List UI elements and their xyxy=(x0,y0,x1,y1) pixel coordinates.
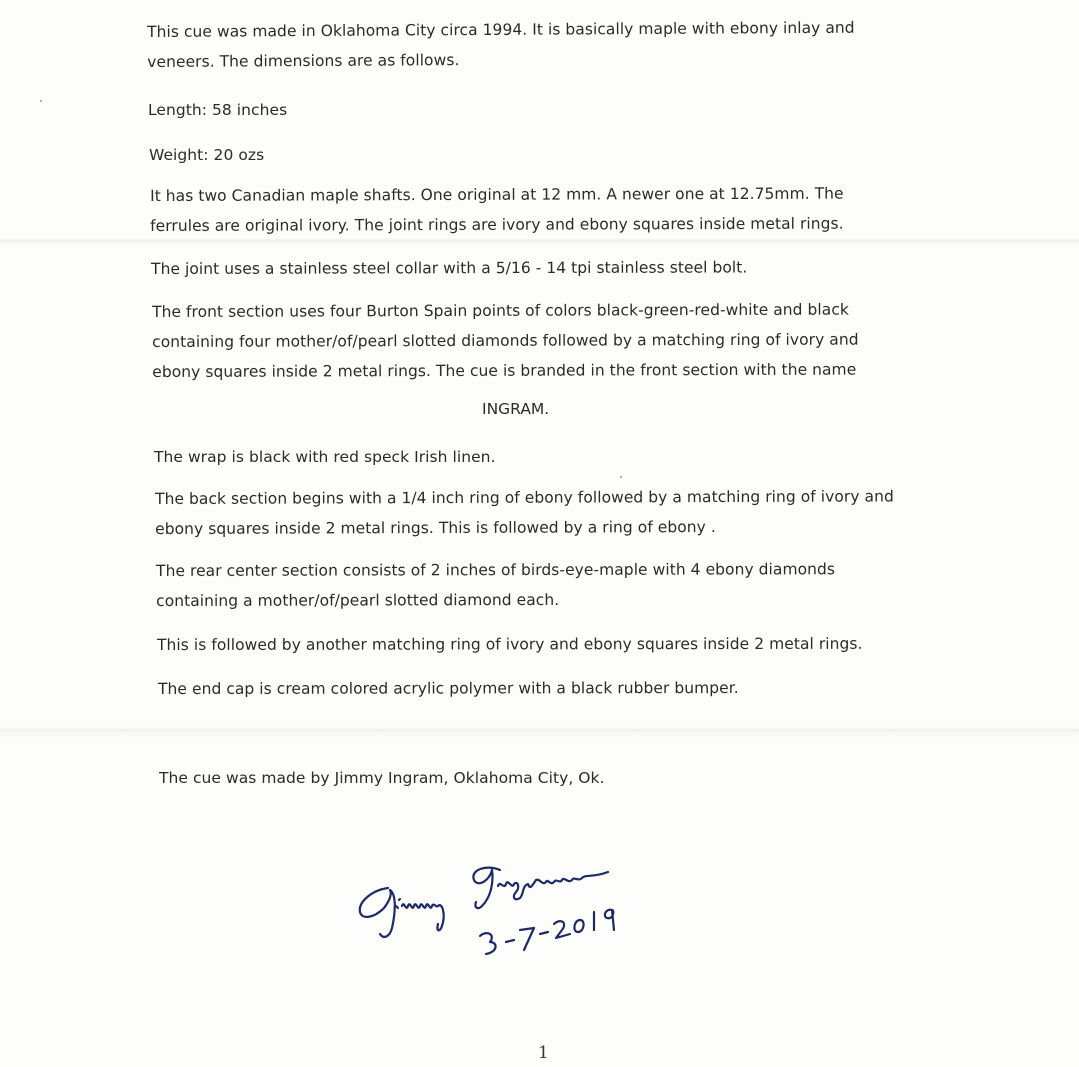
scan-speck xyxy=(620,476,622,478)
page-number: 1 xyxy=(538,1043,549,1063)
signature-date-7 xyxy=(520,928,534,950)
rings-line: This is followed by another matching ring of ivory and ebony squares inside 2 metal rings. xyxy=(157,634,863,654)
wrap-line: The wrap is black with red speck Irish linen. xyxy=(154,448,496,466)
signature-date-2 xyxy=(554,921,570,938)
signature-date-0 xyxy=(574,920,583,932)
front-section-line-3: ebony squares inside 2 metal rings. The cue is branded in the front section with the name xyxy=(152,360,857,381)
front-section-paragraph xyxy=(152,295,859,387)
handwritten-signature xyxy=(350,850,650,970)
length-line: Length: 58 inches xyxy=(148,101,288,119)
intro-line-2: veneers. The dimensions are as follows. xyxy=(147,51,460,71)
maker-line: The cue was made by Jimmy Ingram, Oklahoma City, Ok. xyxy=(159,769,605,787)
signature-date-3 xyxy=(480,933,496,954)
back-section-line-1: The back section begins with a 1/4 inch ring of ebony followed by a matching ring of ivory and xyxy=(155,487,894,508)
joint-line: The joint uses a stainless steel collar with a 5/16 - 14 tpi stainless steel bolt. xyxy=(151,258,748,278)
end-cap-line: The end cap is cream colored acrylic polymer with a black rubber bumper. xyxy=(158,678,739,698)
signature-date-9 xyxy=(605,910,614,930)
weight-line: Weight: 20 ozs xyxy=(149,146,265,164)
shafts-line-2: ferrules are original ivory. The joint rings are ivory and ebony squares inside metal rings. xyxy=(150,214,844,235)
rear-center-line-2: containing a mother/of/pearl slotted diamond each. xyxy=(156,590,560,610)
intro-line-1: This cue was made in Oklahoma City circa 1994. It is basically maple with ebony inlay and xyxy=(147,18,855,41)
rear-center-line-1: The rear center section consists of 2 inches of birds-eye-maple with 4 ebony diamonds xyxy=(156,560,836,580)
signature-date-dash1 xyxy=(506,940,514,942)
intro-paragraph xyxy=(147,13,855,77)
signature-jimmy-stroke xyxy=(360,888,395,937)
signature-date-dash2 xyxy=(540,932,548,934)
front-section-line-1: The front section uses four Burton Spain points of colors black-green-red-white and black xyxy=(152,300,849,321)
front-section-line-2: containing four mother/of/pearl slotted diamonds followed by a matching ring of ivory and xyxy=(152,330,859,351)
signature-ingram-i xyxy=(473,868,500,908)
signature-jimmy-dot xyxy=(399,899,400,900)
back-section-line-2: ebony squares inside 2 metal rings. This is followed by a ring of ebony . xyxy=(155,518,716,538)
shafts-paragraph xyxy=(150,179,844,241)
brand-name: INGRAM. xyxy=(482,400,550,418)
signature-jimmy-letters xyxy=(396,904,444,930)
back-section-paragraph xyxy=(155,481,894,544)
rear-center-paragraph xyxy=(156,554,835,616)
signature-ingram-letters xyxy=(498,872,608,899)
shafts-line-1: It has two Canadian maple shafts. One original at 12 mm. A newer one at 12.75mm. The xyxy=(150,184,844,205)
scan-speck xyxy=(40,100,42,102)
